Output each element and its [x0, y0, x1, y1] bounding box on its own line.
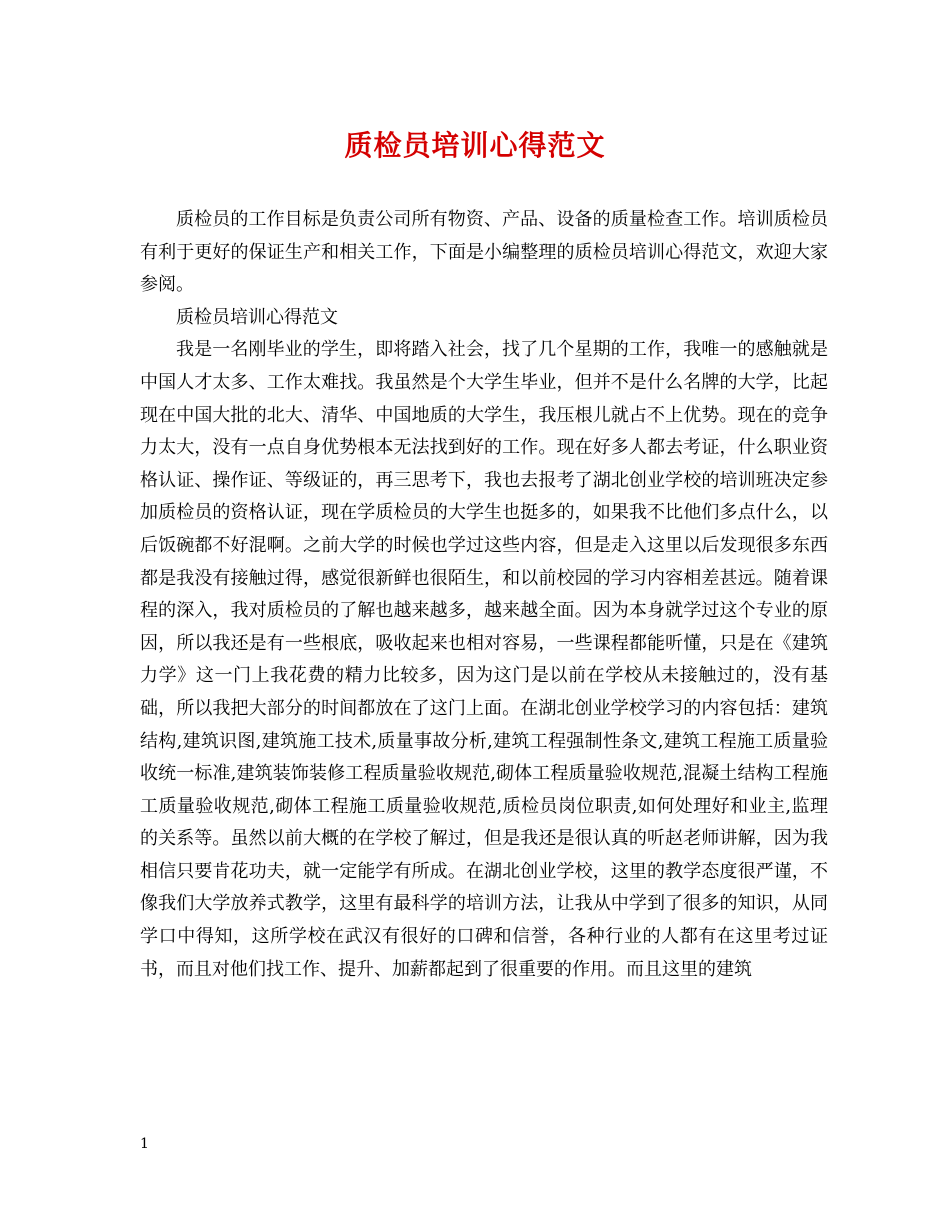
page-number: 1: [140, 1136, 149, 1152]
document-body: [140, 204, 828, 986]
intro-paragraph: 质检员的工作目标是负责公司所有物资、产品、设备的质量检查工作。培训质检员有利于更好的保证生产和相关工作，下面是小编整理的质检员培训心得范文，欢迎大家参阅。: [140, 209, 828, 296]
main-paragraph: 我是一名刚毕业的学生，即将踏入社会，找了几个星期的工作，我唯一的感触就是中国人才太多、工作太难找。我虽然是个大学生毕业，但并不是什么名牌的大学，比起现在中国大批的北大、清华、中国地质的大学生，我压根儿就占不上优势。现在的竞争力太大，没有一点自身优势根本无法找到好的工作。现在好多人都去考证，什么职业资格认证、操作证、等级证的，再三思考下，我也去报考了湖北创业学校的培训班决定参加质检员的资格认证，现在学质检员的大学生也挺多的，如果我不比他们多点什么，以后饭碗都不好混啊。之前大学的时候也学过这些内容，但是走入这里以后发现很多东西都是我没有接触过得，感觉很新鲜也很陌生，和以前校园的学习内容相差甚远。随着课程的深入，我对质检员的了解也越来越多，越来越全面。因为本身就学过这个专业的原因，所以我还是有一些根底，吸收起来也相对容易，一些课程都能听懂，只是在《建筑力学》这一门上我花费的精力比较多，因为这门是以前在学校从未接触过的，没有基础，所以我把大部分的时间都放在了这门上面。在湖北创业学校学习的内容包括：建筑结构,建筑识图,建筑施工技术,质量事故分析,建筑工程强制性条文,建筑工程施工质量验收统一标准,建筑装饰装修工程质量验收规范,砌体工程质量验收规范,混凝土结构工程施工质量验收规范,砌体工程施工质量验收规范,质检员岗位职责,如何处理好和业主,监理的关系等。虽然以前大概的在学校了解过，但是我还是很认真的听赵老师讲解，因为我相信只要肯花功夫，就一定能学有所成。在湖北创业学校，这里的教学态度很严谨，不像我们大学放养式教学，这里有最科学的培训方法，让我从中学到了很多的知识，从同学口中得知，这所学校在武汉有很好的口碑和信誉，各种行业的人都有在这里考过证书，而且对他们找工作、提升、加薪都起到了很重要的作用。而且这里的建筑: [140, 339, 828, 980]
section-heading: 质检员培训心得范文: [176, 306, 338, 328]
document-title: 质检员培训心得范文: [344, 129, 606, 162]
